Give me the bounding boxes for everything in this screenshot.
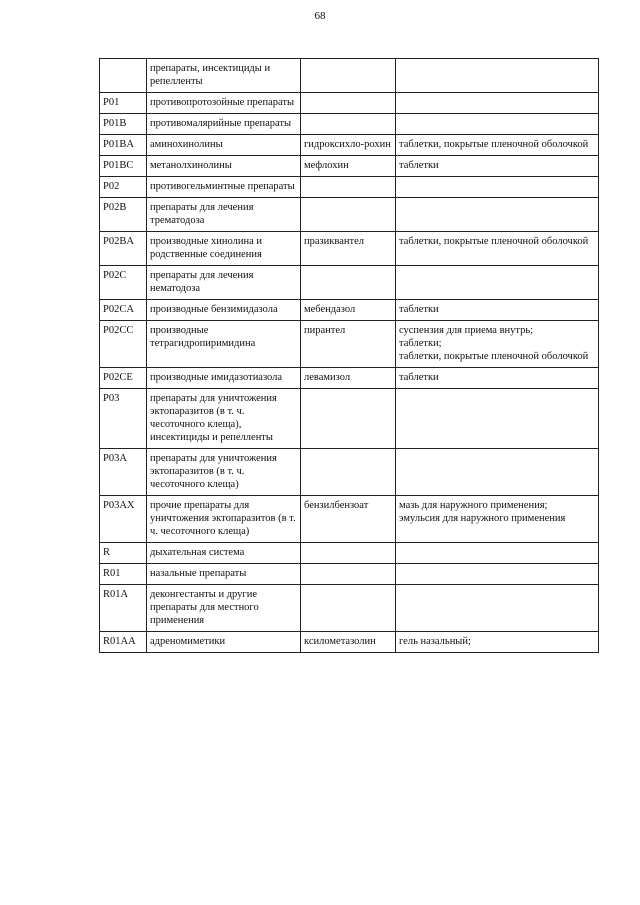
dosage-form-cell bbox=[396, 232, 599, 266]
group-name-cell: препараты для уничтожения эктопаразитов (в т. ч. чесоточного клеща), инсектициды и репелленты bbox=[147, 389, 301, 449]
drug-name-cell bbox=[301, 114, 396, 135]
drug-name-cell: празиквантел bbox=[301, 232, 396, 266]
atc-code-cell: P01BA bbox=[100, 135, 147, 156]
atc-code-cell: P02 bbox=[100, 177, 147, 198]
group-name-cell: производные имидазотиазола bbox=[147, 368, 301, 389]
dosage-form-cell bbox=[396, 543, 599, 564]
dosage-form-line: эмульсия для наружного применения bbox=[399, 513, 566, 524]
table-row bbox=[100, 632, 599, 653]
drug-name-cell bbox=[301, 198, 396, 232]
drug-classification-table bbox=[99, 58, 599, 653]
drug-name-cell: гидроксихло-рохин bbox=[301, 135, 396, 156]
drug-name-cell: левамизол bbox=[301, 368, 396, 389]
drug-name-cell: мефлохин bbox=[301, 156, 396, 177]
group-name-cell: метанолхинолины bbox=[147, 156, 301, 177]
table-row bbox=[100, 564, 599, 585]
table-row bbox=[100, 232, 599, 266]
dosage-form-line: таблетки, покрытые пленочной оболочкой bbox=[399, 236, 589, 247]
group-name-cell: деконгестанты и другие препараты для местного применения bbox=[147, 585, 301, 632]
group-name-cell: производные бензимидазола bbox=[147, 300, 301, 321]
drug-name-cell: ксилометазолин bbox=[301, 632, 396, 653]
dosage-form-cell bbox=[396, 114, 599, 135]
dosage-form-cell bbox=[396, 198, 599, 232]
group-name-cell: производные хинолина и родственные соединения bbox=[147, 232, 301, 266]
dosage-form-line: таблетки, покрытые пленочной оболочкой bbox=[399, 351, 589, 362]
table-row bbox=[100, 496, 599, 543]
table-row bbox=[100, 198, 599, 232]
drug-name-cell bbox=[301, 266, 396, 300]
drug-name-cell: пирантел bbox=[301, 321, 396, 368]
drug-name-cell bbox=[301, 177, 396, 198]
dosage-form-cell bbox=[396, 266, 599, 300]
dosage-form-cell bbox=[396, 449, 599, 496]
drug-name-cell: мебендазол bbox=[301, 300, 396, 321]
dosage-form-cell bbox=[396, 368, 599, 389]
dosage-form-line: суспензия для приема внутрь; bbox=[399, 325, 534, 336]
drug-name-cell bbox=[301, 585, 396, 632]
atc-code-cell: P02CA bbox=[100, 300, 147, 321]
atc-code-cell: R bbox=[100, 543, 147, 564]
group-name-cell: препараты для уничтожения эктопаразитов (в т. ч. чесоточного клеща) bbox=[147, 449, 301, 496]
table-row bbox=[100, 135, 599, 156]
drug-name-cell bbox=[301, 389, 396, 449]
table-row bbox=[100, 585, 599, 632]
drug-name-cell bbox=[301, 59, 396, 93]
group-name-cell: производные тетрагидропиримидина bbox=[147, 321, 301, 368]
table-row bbox=[100, 368, 599, 389]
drug-name-cell bbox=[301, 543, 396, 564]
atc-code-cell: P01 bbox=[100, 93, 147, 114]
dosage-form-cell bbox=[396, 135, 599, 156]
table-row bbox=[100, 543, 599, 564]
table-row bbox=[100, 389, 599, 449]
atc-code-cell: P01BC bbox=[100, 156, 147, 177]
dosage-form-cell bbox=[396, 389, 599, 449]
dosage-form-line: таблетки bbox=[399, 160, 439, 171]
dosage-form-cell bbox=[396, 93, 599, 114]
table-row bbox=[100, 156, 599, 177]
table-row bbox=[100, 59, 599, 93]
group-name-cell: препараты, инсектициды и репелленты bbox=[147, 59, 301, 93]
dosage-form-cell bbox=[396, 496, 599, 543]
atc-code-cell: P02CC bbox=[100, 321, 147, 368]
atc-code-cell: P03 bbox=[100, 389, 147, 449]
group-name-cell: назальные препараты bbox=[147, 564, 301, 585]
group-name-cell: прочие препараты для уничтожения эктопаразитов (в т. ч. чесоточного клеща) bbox=[147, 496, 301, 543]
atc-code-cell: P03AX bbox=[100, 496, 147, 543]
dosage-form-line: таблетки bbox=[399, 304, 439, 315]
drug-name-cell bbox=[301, 564, 396, 585]
group-name-cell: противогельминтные препараты bbox=[147, 177, 301, 198]
dosage-form-cell bbox=[396, 585, 599, 632]
table-row bbox=[100, 114, 599, 135]
dosage-form-line: мазь для наружного применения; bbox=[399, 500, 548, 511]
atc-code-cell: P02B bbox=[100, 198, 147, 232]
atc-code-cell bbox=[100, 59, 147, 93]
atc-code-cell: P02BA bbox=[100, 232, 147, 266]
dosage-form-cell bbox=[396, 300, 599, 321]
atc-code-cell: R01 bbox=[100, 564, 147, 585]
dosage-form-cell bbox=[396, 177, 599, 198]
dosage-form-line: таблетки, покрытые пленочной оболочкой bbox=[399, 139, 589, 150]
group-name-cell: противопротозойные препараты bbox=[147, 93, 301, 114]
page-number: 68 bbox=[314, 10, 326, 22]
dosage-form-line: гель назальный; bbox=[399, 636, 471, 647]
drug-name-cell bbox=[301, 93, 396, 114]
table-row bbox=[100, 300, 599, 321]
dosage-form-cell bbox=[396, 632, 599, 653]
group-name-cell: адреномиметики bbox=[147, 632, 301, 653]
atc-code-cell: P02C bbox=[100, 266, 147, 300]
group-name-cell: противомалярийные препараты bbox=[147, 114, 301, 135]
atc-code-cell: R01AA bbox=[100, 632, 147, 653]
dosage-form-cell bbox=[396, 59, 599, 93]
group-name-cell: препараты для лечения трематодоза bbox=[147, 198, 301, 232]
drug-name-cell bbox=[301, 449, 396, 496]
dosage-form-line: таблетки; bbox=[399, 338, 442, 349]
drug-name-cell: бензилбензоат bbox=[301, 496, 396, 543]
atc-code-cell: P02CE bbox=[100, 368, 147, 389]
dosage-form-cell bbox=[396, 321, 599, 368]
table-row bbox=[100, 321, 599, 368]
group-name-cell: дыхательная система bbox=[147, 543, 301, 564]
table-row bbox=[100, 449, 599, 496]
dosage-form-cell bbox=[396, 156, 599, 177]
table-row bbox=[100, 93, 599, 114]
group-name-cell: аминохинолины bbox=[147, 135, 301, 156]
table-row bbox=[100, 266, 599, 300]
table-row bbox=[100, 177, 599, 198]
dosage-form-line: таблетки bbox=[399, 372, 439, 383]
atc-code-cell: P03A bbox=[100, 449, 147, 496]
dosage-form-cell bbox=[396, 564, 599, 585]
atc-code-cell: P01B bbox=[100, 114, 147, 135]
group-name-cell: препараты для лечения нематодоза bbox=[147, 266, 301, 300]
atc-code-cell: R01A bbox=[100, 585, 147, 632]
